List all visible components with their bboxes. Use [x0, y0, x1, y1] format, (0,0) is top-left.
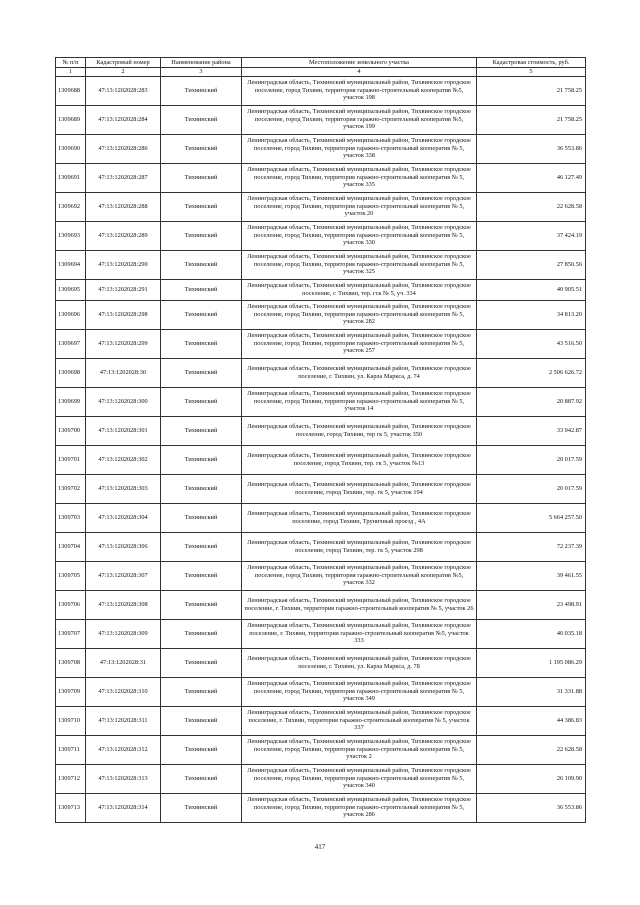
cadastral-value-cell: 36 553.86: [477, 134, 586, 163]
row-number-cell: 1309712: [56, 764, 86, 793]
row-number-cell: 1309694: [56, 250, 86, 279]
row-number-cell: 1309713: [56, 793, 86, 822]
location-cell: Ленинградская область, Тихвинский муниципальный район, Тихвинское городское поселение, город Тихвин, территория гаражно-строительный кооператив № 5, участок 349: [242, 677, 477, 706]
cadastral-number-cell: 47:13:1202028:308: [86, 590, 161, 619]
cadastral-number-cell: 47:13:1202028:314: [86, 793, 161, 822]
row-number-cell: 1309696: [56, 300, 86, 329]
location-cell: Ленинградская область, Тихвинский муниципальный район, Тихвинское городское поселение, город Тихвин, территория гаражно-строительный кооператив №5, участок 332: [242, 561, 477, 590]
cadastral-number-cell: 47:13:1202028:283: [86, 76, 161, 105]
table-header-row: [56, 58, 586, 68]
row-number-cell: 1309701: [56, 445, 86, 474]
cadastral-value-cell: 21 758.25: [477, 76, 586, 105]
row-number-cell: 1309707: [56, 619, 86, 648]
cadastral-value-cell: 2 506 626.72: [477, 358, 586, 387]
cadastral-number-cell: 47:13:1202028:30: [86, 358, 161, 387]
row-number-cell: 1309710: [56, 706, 86, 735]
cadastral-number-cell: 47:13:1202028:311: [86, 706, 161, 735]
location-cell: Ленинградская область, Тихвинский муниципальный район, Тихвинское городское поселение, город Тихвин, территория гаражно-строительный кооператив №5, участок 199: [242, 105, 477, 134]
row-number-cell: 1309689: [56, 105, 86, 134]
cadastral-number-cell: 47:13:1202028:298: [86, 300, 161, 329]
location-cell: Ленинградская область, Тихвинский муниципальный район, Тихвинское городское поселение, город Тихвин, территория гаражно-строительный кооператив № 5, участок 282: [242, 300, 477, 329]
cadastral-number-cell: 47:13:1202028:286: [86, 134, 161, 163]
row-number-cell: 1309700: [56, 416, 86, 445]
header-location: Местоположение земельного участка: [242, 58, 477, 68]
table-row: [56, 192, 586, 221]
table-row: [56, 532, 586, 561]
table-row: [56, 735, 586, 764]
cadastral-number-cell: 47:13:1202028:284: [86, 105, 161, 134]
row-number-cell: 1309693: [56, 221, 86, 250]
row-number-cell: 1309692: [56, 192, 86, 221]
district-cell: Тихвинский: [161, 221, 242, 250]
cadastral-value-cell: 20 017.59: [477, 474, 586, 503]
table-row: [56, 590, 586, 619]
table-row: [56, 648, 586, 677]
table-row: [56, 619, 586, 648]
cadastral-value-cell: 22 628.58: [477, 192, 586, 221]
location-cell: Ленинградская область, Тихвинский муниципальный район, Тихвинское городское поселение, г. Тихвин, ул. Карла Маркса, д. 78: [242, 648, 477, 677]
column-number: 3: [161, 68, 242, 77]
cadastral-table-sheet: [55, 57, 585, 823]
cadastral-value-cell: 31 331.88: [477, 677, 586, 706]
location-cell: Ленинградская область, Тихвинский муниципальный район, Тихвинское городское поселение, г. Тихвин, территория гаражно-строительный кооператив № 5, участок 26: [242, 590, 477, 619]
column-number: 2: [86, 68, 161, 77]
district-cell: Тихвинский: [161, 503, 242, 532]
header-row-number: № п/п: [56, 58, 86, 68]
district-cell: Тихвинский: [161, 590, 242, 619]
district-cell: Тихвинский: [161, 358, 242, 387]
district-cell: Тихвинский: [161, 706, 242, 735]
table-row: [56, 300, 586, 329]
table-row: [56, 387, 586, 416]
district-cell: Тихвинский: [161, 387, 242, 416]
cadastral-number-cell: 47:13:1202028:289: [86, 221, 161, 250]
district-cell: Тихвинский: [161, 532, 242, 561]
row-number-cell: 1309697: [56, 329, 86, 358]
row-number-cell: 1309702: [56, 474, 86, 503]
table-row: [56, 561, 586, 590]
row-number-cell: 1309691: [56, 163, 86, 192]
district-cell: Тихвинский: [161, 105, 242, 134]
cadastral-value-cell: 20 017.59: [477, 445, 586, 474]
location-cell: Ленинградская область, Тихвинский муниципальный район, Тихвинское городское поселение, город Тихвин, территория гаражно-строительный кооператив № 5, участок 338: [242, 134, 477, 163]
row-number-cell: 1309688: [56, 76, 86, 105]
district-cell: Тихвинский: [161, 793, 242, 822]
table-body: [56, 76, 586, 822]
district-cell: Тихвинский: [161, 192, 242, 221]
cadastral-value-cell: 33 942.87: [477, 416, 586, 445]
district-cell: Тихвинский: [161, 416, 242, 445]
cadastral-number-cell: 47:13:1202028:299: [86, 329, 161, 358]
row-number-cell: 1309705: [56, 561, 86, 590]
location-cell: Ленинградская область, Тихвинский муниципальный район, Тихвинское городское поселение, город Тихвин, территория гаражно-строительный кооператив № 5, участок 2: [242, 735, 477, 764]
cadastral-value-cell: 21 758.25: [477, 105, 586, 134]
table-row: [56, 105, 586, 134]
location-cell: Ленинградская область, Тихвинский муниципальный район, Тихвинское городское поселение, г. Тихвин, тер. гск № 5, уч. 334: [242, 279, 477, 300]
cadastral-number-cell: 47:13:1202028:304: [86, 503, 161, 532]
cadastral-number-cell: 47:13:1202028:287: [86, 163, 161, 192]
row-number-cell: 1309703: [56, 503, 86, 532]
location-cell: Ленинградская область, Тихвинский муниципальный район, Тихвинское городское поселение, город Тихвин, тер. гк 5, участок №13: [242, 445, 477, 474]
cadastral-value-cell: 36 553.86: [477, 793, 586, 822]
header-cadastral-value: Кадастровая стоимость, руб.: [477, 58, 586, 68]
district-cell: Тихвинский: [161, 474, 242, 503]
cadastral-value-cell: 37 424.19: [477, 221, 586, 250]
table-row: [56, 134, 586, 163]
cadastral-value-cell: 23 498.91: [477, 590, 586, 619]
location-cell: Ленинградская область, Тихвинский муниципальный район, Тихвинское городское поселение, город Тихвин, территория гаражно-строительный кооператив № 5, участок 340: [242, 764, 477, 793]
location-cell: Ленинградская область, Тихвинский муниципальный район, Тихвинское городское поселение, город Тихвин, территория гаражно-строительный кооператив № 5, участок 14: [242, 387, 477, 416]
row-number-cell: 1309706: [56, 590, 86, 619]
location-cell: Ленинградская область, Тихвинский муниципальный район, Тихвинское городское поселение, город Тихвин, территория гаражно-строительный кооператив № 5, участок 335: [242, 163, 477, 192]
column-number: 4: [242, 68, 477, 77]
cadastral-number-cell: 47:13:1202028:313: [86, 764, 161, 793]
cadastral-value-cell: 72 237.39: [477, 532, 586, 561]
table-row: [56, 358, 586, 387]
location-cell: Ленинградская область, Тихвинский муниципальный район, Тихвинское городское поселение, город Тихвин, тер гк 5, участок 350: [242, 416, 477, 445]
column-number: 5: [477, 68, 586, 77]
row-number-cell: 1309695: [56, 279, 86, 300]
page-number: 417: [314, 843, 326, 851]
table-row: [56, 706, 586, 735]
location-cell: Ленинградская область, Тихвинский муниципальный район, Тихвинское городское поселение, город Тихвин, территория гаражно-строительный кооператив № 5, участок 330: [242, 221, 477, 250]
cadastral-number-cell: 47:13:1202028:307: [86, 561, 161, 590]
district-cell: Тихвинский: [161, 163, 242, 192]
table-row: [56, 279, 586, 300]
cadastral-value-cell: 39 461.55: [477, 561, 586, 590]
cadastral-value-cell: 44 386.83: [477, 706, 586, 735]
cadastral-number-cell: 47:13:1202028:302: [86, 445, 161, 474]
cadastral-value-cell: 26 109.90: [477, 764, 586, 793]
table-row: [56, 677, 586, 706]
location-cell: Ленинградская область, Тихвинский муниципальный район, Тихвинское городское поселение, г. Тихвин, территория гаражно-строительный кооператив №5, участок 333: [242, 619, 477, 648]
district-cell: Тихвинский: [161, 134, 242, 163]
column-number: 1: [56, 68, 86, 77]
row-number-cell: 1309704: [56, 532, 86, 561]
district-cell: Тихвинский: [161, 735, 242, 764]
district-cell: Тихвинский: [161, 329, 242, 358]
district-cell: Тихвинский: [161, 561, 242, 590]
location-cell: Ленинградская область, Тихвинский муниципальный район, Тихвинское городское поселение, город Тихвин, тер. гк 5, участок 194: [242, 474, 477, 503]
location-cell: Ленинградская область, Тихвинский муниципальный район, Тихвинское городское поселение, город Тихвин, территория гаражно-строительный кооператив № 5, участок 257: [242, 329, 477, 358]
table-row: [56, 416, 586, 445]
district-cell: Тихвинский: [161, 648, 242, 677]
cadastral-number-cell: 47:13:1202028:31: [86, 648, 161, 677]
column-number-row: [56, 68, 586, 77]
cadastral-value-cell: 43 516.50: [477, 329, 586, 358]
header-district-name: Наименование района: [161, 58, 242, 68]
cadastral-number-cell: 47:13:1202028:300: [86, 387, 161, 416]
location-cell: Ленинградская область, Тихвинский муниципальный район, Тихвинское городское поселение, город Тихвин, территория гаражно-строительный кооператив № 5, участок 286: [242, 793, 477, 822]
district-cell: Тихвинский: [161, 250, 242, 279]
cadastral-value-cell: 40 905.51: [477, 279, 586, 300]
cadastral-value-cell: 40 035.18: [477, 619, 586, 648]
table-row: [56, 163, 586, 192]
row-number-cell: 1309690: [56, 134, 86, 163]
cadastral-value-cell: 20 887.92: [477, 387, 586, 416]
cadastral-number-cell: 47:13:1202028:291: [86, 279, 161, 300]
district-cell: Тихвинский: [161, 764, 242, 793]
table-row: [56, 503, 586, 532]
location-cell: Ленинградская область, Тихвинский муниципальный район, Тихвинское городское поселение, город Тихвин, территория гаражно-строительный кооператив №5, участок 198: [242, 76, 477, 105]
cadastral-number-cell: 47:13:1202028:301: [86, 416, 161, 445]
row-number-cell: 1309709: [56, 677, 86, 706]
table-row: [56, 793, 586, 822]
location-cell: Ленинградская область, Тихвинский муниципальный район, Тихвинское городское поселение, город Тихвин, территория гаражно-строительный кооператив № 5, участок 20: [242, 192, 477, 221]
cadastral-value-cell: 5 664 257.50: [477, 503, 586, 532]
location-cell: Ленинградская область, Тихвинский муниципальный район, Тихвинское городское поселение, город Тихвин, территория гаражно-строительный кооператив № 5, участок 325: [242, 250, 477, 279]
location-cell: Ленинградская область, Тихвинский муниципальный район, Тихвинское городское поселение, г. Тихвин, ул. Карла Маркса, д. 74: [242, 358, 477, 387]
row-number-cell: 1309699: [56, 387, 86, 416]
cadastral-value-cell: 46 127.49: [477, 163, 586, 192]
location-cell: Ленинградская область, Тихвинский муниципальный район, Тихвинское городское поселение, город Тихвин, тер. гк 5, участок 298: [242, 532, 477, 561]
cadastral-value-cell: 27 850.56: [477, 250, 586, 279]
cadastral-value-cell: 34 813.20: [477, 300, 586, 329]
cadastral-number-cell: 47:13:1202028:309: [86, 619, 161, 648]
row-number-cell: 1309711: [56, 735, 86, 764]
table-row: [56, 474, 586, 503]
cadastral-value-cell: 1 195 086.29: [477, 648, 586, 677]
cadastral-number-cell: 47:13:1202028:303: [86, 474, 161, 503]
district-cell: Тихвинский: [161, 76, 242, 105]
district-cell: Тихвинский: [161, 677, 242, 706]
district-cell: Тихвинский: [161, 445, 242, 474]
row-number-cell: 1309698: [56, 358, 86, 387]
table-row: [56, 764, 586, 793]
table-row: [56, 250, 586, 279]
cadastral-value-table: [55, 57, 586, 823]
table-row: [56, 76, 586, 105]
table-row: [56, 329, 586, 358]
row-number-cell: 1309708: [56, 648, 86, 677]
header-cadastral-number: Кадастровый номер: [86, 58, 161, 68]
table-row: [56, 221, 586, 250]
cadastral-value-cell: 22 628.58: [477, 735, 586, 764]
cadastral-number-cell: 47:13:1202028:290: [86, 250, 161, 279]
location-cell: Ленинградская область, Тихвинский муниципальный район, Тихвинское городское поселение, г. Тихвин, территория гаражно-строительный кооператив № 5, участок 337: [242, 706, 477, 735]
district-cell: Тихвинский: [161, 279, 242, 300]
cadastral-number-cell: 47:13:1202028:306: [86, 532, 161, 561]
district-cell: Тихвинский: [161, 300, 242, 329]
cadastral-number-cell: 47:13:1202028:310: [86, 677, 161, 706]
district-cell: Тихвинский: [161, 619, 242, 648]
cadastral-number-cell: 47:13:1202028:312: [86, 735, 161, 764]
location-cell: Ленинградская область, Тихвинский муниципальный район, Тихвинское городское поселение, город Тихвин, Труничный проезд , 4А: [242, 503, 477, 532]
cadastral-number-cell: 47:13:1202028:288: [86, 192, 161, 221]
table-row: [56, 445, 586, 474]
